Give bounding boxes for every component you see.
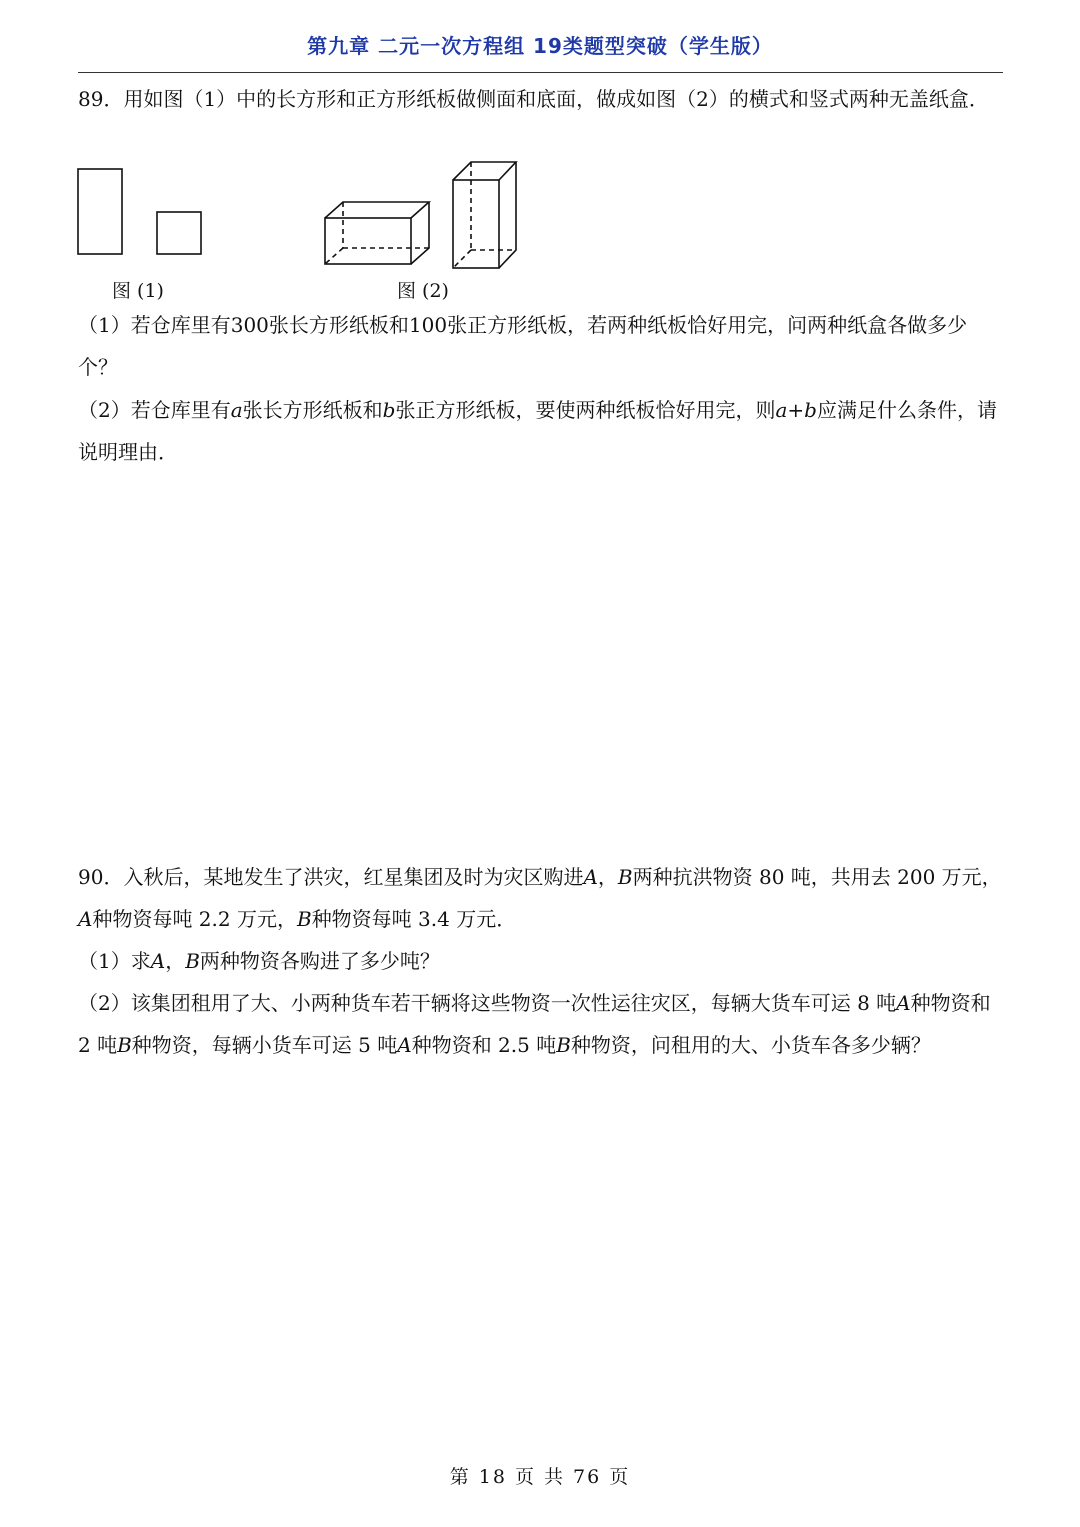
page-header: 第九章 二元一次方程组 19类题型突破（学生版） xyxy=(307,34,773,58)
q90-part1: （1）求A，B两种物资各购进了多少吨？ xyxy=(78,949,440,973)
q89-part1: （1）若仓库里有300张长方形纸板和100张正方形纸板，若两种纸板恰好用完，问两种纸盒各做多少个？ xyxy=(78,313,968,379)
fig2-caption: 图 (2) xyxy=(397,280,449,302)
expr-a-plus-b: a+b xyxy=(775,398,817,422)
q90-stem: 90．入秋后，某地发生了洪灾，红星集团及时为灾区购进A，B两种抗洪物资 80 吨，共用去 200 万元，A种物资每吨 2.2 万元，B种物资每吨 3.4 万元． xyxy=(78,865,1002,931)
fig1-square-board xyxy=(157,212,201,254)
q89-stem: 89．用如图（1）中的长方形和正方形纸板做侧面和底面，做成如图（2）的横式和竖式两种无盖纸盒． xyxy=(78,87,989,111)
fig1-caption: 图 (1) xyxy=(112,280,164,302)
q90-part2: （2）该集团租用了大、小两种货车若干辆将这些物资一次性运往灾区，每辆大货车可运 8 吨A种物资和 2 吨B种物资，每辆小货车可运 5 吨A种物资和 2.5 吨B种物资，问租用的大、小货车各多少辆？ xyxy=(78,991,991,1057)
fig1-rectangle-board xyxy=(78,169,122,254)
page-footer: 第 18 页 共 76 页 xyxy=(449,1466,631,1488)
q89-figures xyxy=(0,0,1080,280)
q89-part2: （2）若仓库里有a张长方形纸板和b张正方形纸板，要使两种纸板恰好用完，则a+b应满足什么条件，请说明理由． xyxy=(78,398,997,464)
fig2-horizontal-box xyxy=(325,202,429,264)
fig2-vertical-box xyxy=(453,162,516,268)
var-b: b xyxy=(382,398,396,422)
var-a: a xyxy=(230,398,243,422)
